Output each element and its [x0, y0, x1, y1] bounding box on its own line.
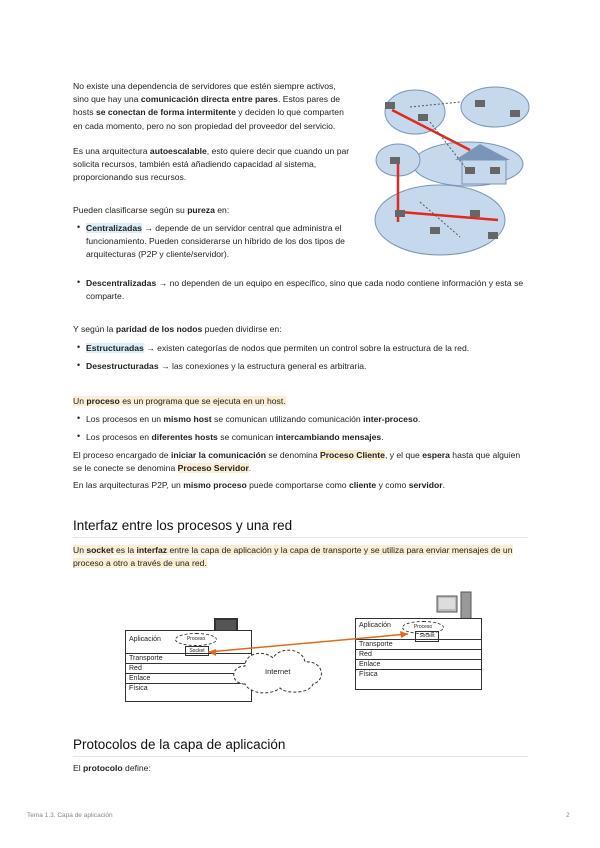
parity-intro: Y según la paridad de los nodos pueden dividirse en: [73, 324, 282, 334]
internet-label: Internet [265, 667, 291, 676]
socket-diagram [90, 572, 510, 722]
bullet: • [77, 413, 81, 423]
list-item-descentralizadas: Descentralizadas → no dependen de un equipo en específico, sino que cada nodo contiene información y esta se comparte. [86, 278, 524, 302]
bullet: • [77, 431, 81, 441]
socket-connection-arrow [90, 572, 510, 722]
divider [73, 537, 528, 538]
intro-paragraph-2: Es una arquitectura autoescalable, esto quiere decir que cuando un par solicita recursos, también está añadiendo capacidad al sistema, proporcionando sus recursos. [73, 146, 350, 183]
divider [73, 756, 528, 757]
list-item-estructuradas: Estructuradas → existen categorías de nodos que permiten un control sobre la estructura de la red. [86, 343, 470, 353]
layer-red: Red [356, 649, 481, 660]
intro-paragraph-3: Pueden clasificarse según su pureza en: [73, 205, 230, 215]
socket-box-right: Socket [415, 631, 439, 642]
list-item-centralizadas: Centralizadas → depende de un servidor central que administra el funcionamiento. Pueden considerarse un híbrido de los dos tipos de arquitecturas (P2P y cliente/servidor). [86, 223, 345, 260]
client-server-paragraph: El proceso encargado de iniciar la comunicación se denomina Proceso Cliente, y el que espera hasta que alguien se le conecte se denomina Proceso Servidor. [73, 450, 521, 474]
p2p-paragraph: En las arquitecturas P2P, un mismo proceso puede comportarse como cliente y como servidor. [73, 480, 445, 490]
bullet: • [77, 277, 81, 287]
layer-fisica: Física [126, 683, 251, 694]
layer-fisica: Física [356, 669, 481, 680]
layer-red: Red [126, 663, 251, 674]
layer-enlace: Enlace [126, 673, 251, 684]
intro-paragraph-1: No existe una dependencia de servidores que estén siempre activos, sino que hay una comunicación directa entre pares. Estos pares de hosts se conectan de forma intermitente y deciden lo que comparten en cada momento, pero no son propiedad del proveedor del servicio. [73, 81, 344, 131]
layer-aplicacion: Aplicación [129, 636, 161, 643]
bullet: • [77, 222, 81, 232]
list-item-desestructuradas: Desestructuradas → las conexiones y la estructura general es arbitraria. [86, 361, 367, 371]
bullet: • [77, 360, 81, 370]
layer-transporte: Transporte [356, 639, 481, 650]
layer-enlace: Enlace [356, 659, 481, 670]
footer-page-number: 2 [566, 812, 570, 819]
socket-box-left: Socket [185, 646, 209, 656]
process-definition: Un proceso es un programa que se ejecuta en un host. [73, 396, 286, 406]
list-item-same-host: Los procesos en un mismo host se comunican utilizando comunicación inter-proceso. [86, 414, 421, 424]
layer-transporte: Transporte [126, 653, 251, 664]
section-heading-interfaz: Interfaz entre los procesos y una red [73, 518, 293, 533]
footer-chapter: Tema 1.3. Capa de aplicación [27, 812, 113, 819]
socket-paragraph: Un socket es la interfaz entre la capa de aplicación y la capa de transporte y se utiliza para enviar mensajes de un proceso a otro a través de una red. [73, 545, 513, 569]
p2p-network-figure [370, 82, 530, 262]
section-heading-protocolos: Protocolos de la capa de aplicación [73, 737, 286, 752]
process-oval-left: Proceso [175, 633, 217, 646]
bullet: • [77, 342, 81, 352]
protocol-paragraph: El protocolo define: [73, 763, 151, 773]
process-oval-right: Proceso [402, 621, 444, 634]
layer-aplicacion: Aplicación [359, 622, 391, 629]
list-item-different-hosts: Los procesos en diferentes hosts se comunican intercambiando mensajes. [86, 432, 384, 442]
